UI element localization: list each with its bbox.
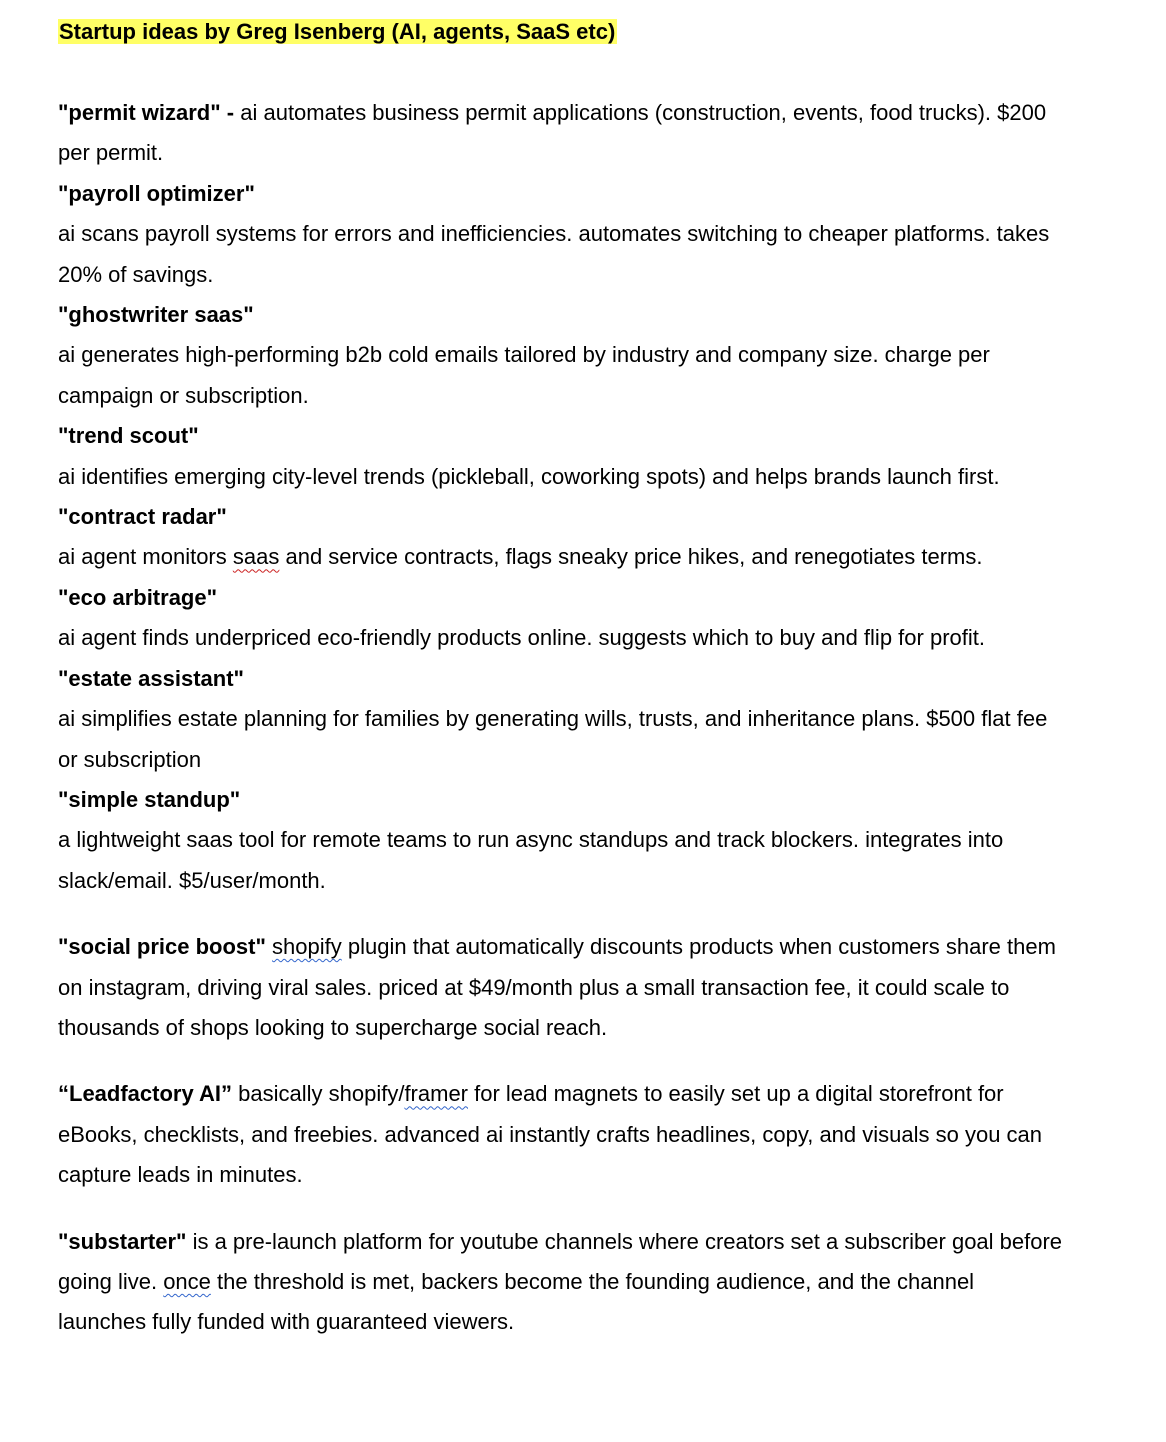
idea-description: ai generates high-performing b2b cold emails tailored by industry and company size. charge per campaign or subscription.	[58, 342, 990, 408]
idea-payroll-optimizer	[58, 174, 1068, 295]
idea-description: ai identifies emerging city-level trends (pickleball, coworking spots) and helps brands launch first.	[58, 463, 1000, 489]
description-text: ai agent monitors	[58, 544, 233, 570]
description-text: plugin that automatically discounts products when customers share them on instagram, driving viral sales. priced at $49/month plus a small transaction fee, it could scale to thousands of shops looking to supercharge social reach.	[58, 934, 1056, 1040]
idea-title: "permit wizard" -	[58, 100, 235, 125]
document-title-text: Startup ideas by Greg Isenberg (AI, agents, SaaS etc)	[59, 19, 616, 44]
idea-description: a lightweight saas tool for remote teams to run async standups and track blockers. integrates into slack/email. $5/user/month.	[58, 827, 1004, 893]
spellcheck-word[interactable]: framer	[404, 1081, 468, 1107]
idea-description	[58, 544, 982, 569]
idea-estate-assistant	[58, 659, 1068, 780]
idea-leadfactory-ai	[58, 1074, 1068, 1195]
spellcheck-word[interactable]: shopify	[272, 934, 342, 960]
idea-description: ai agent finds underpriced eco-friendly products online. suggests which to buy and flip for profit.	[58, 625, 985, 651]
description-text: basically shopify/	[232, 1081, 405, 1107]
idea-title: "substarter"	[58, 1228, 187, 1254]
idea-description: ai scans payroll systems for errors and inefficiencies. automates switching to cheaper platforms. takes 20% of savings.	[58, 221, 1050, 287]
idea-trend-scout	[58, 416, 1068, 497]
description-text: and service contracts, flags sneaky price hikes, and renegotiates terms.	[279, 544, 983, 570]
idea-simple-standup	[58, 780, 1068, 901]
idea-description: ai automates business permit applications (construction, events, food trucks). $200 per permit.	[58, 100, 1047, 166]
spellcheck-word[interactable]: saas	[232, 544, 280, 570]
ideas-list	[58, 93, 1068, 1343]
description-text: for lead magnets to easily set up a digital storefront for eBooks, checklists, and freebies. advanced ai instantly crafts headlines, copy, and visuals so you can capture leads in minutes.	[58, 1081, 1043, 1188]
idea-ghostwriter-saas	[58, 295, 1068, 416]
idea-title: "eco arbitrage"	[58, 584, 218, 610]
spellcheck-word[interactable]: once	[163, 1268, 211, 1294]
idea-title: "social price boost"	[58, 934, 266, 960]
idea-title: "estate assistant"	[58, 665, 244, 691]
document-title	[58, 17, 617, 47]
paragraph-gap	[58, 901, 1068, 927]
idea-contract-radar	[58, 497, 1068, 578]
description-text: the threshold is met, backers become the founding audience, and the channel launches fully funded with guaranteed viewers.	[58, 1268, 975, 1335]
idea-title: “Leadfactory AI”	[58, 1081, 233, 1107]
idea-substarter	[58, 1222, 1068, 1343]
idea-social-price-boost	[58, 927, 1068, 1048]
idea-title: "contract radar"	[58, 504, 227, 530]
idea-permit-wizard	[58, 93, 1068, 174]
idea-title: "payroll optimizer"	[58, 180, 255, 206]
idea-eco-arbitrage	[58, 578, 1068, 659]
description-text: is a pre-launch platform for youtube channels where creators set a subscriber goal before going live.	[58, 1228, 1063, 1294]
idea-title: "simple standup"	[58, 786, 241, 812]
idea-title: "ghostwriter saas"	[58, 302, 254, 328]
idea-description: ai simplifies estate planning for families by generating wills, trusts, and inheritance plans. $500 flat fee or subscription	[58, 706, 1048, 772]
idea-title: "trend scout"	[58, 423, 199, 449]
paragraph-gap	[58, 1048, 1068, 1074]
paragraph-gap	[58, 1196, 1068, 1222]
idea-description	[58, 1229, 1062, 1335]
